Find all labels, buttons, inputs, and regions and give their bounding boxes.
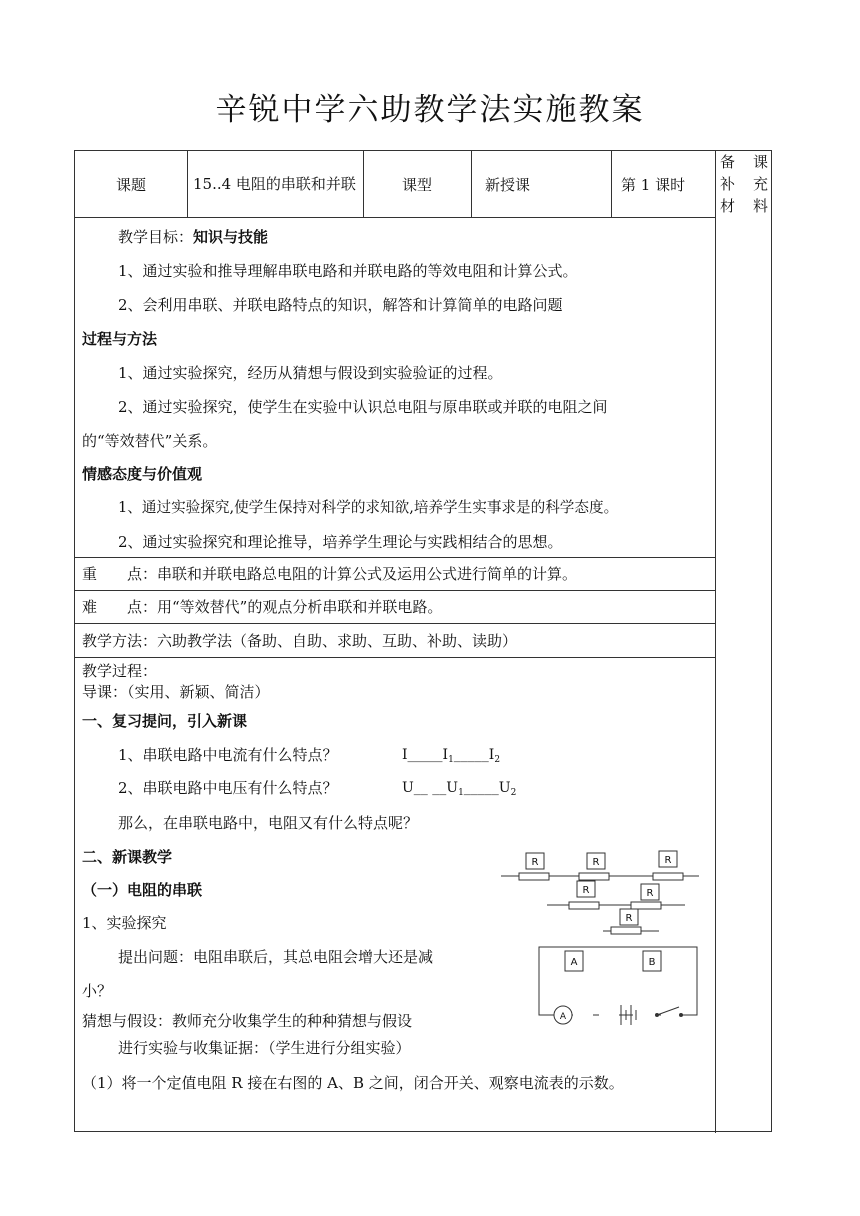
- col-divider: [611, 151, 612, 217]
- row-divider: [75, 217, 715, 218]
- step1: 1、实验探究: [82, 914, 167, 932]
- objective-item: 1、通过实验探究,使学生保持对科学的求知欲,培养学生实事求是的科学态度。: [118, 499, 619, 516]
- objectives-sec2-title: 过程与方法: [82, 330, 158, 348]
- key-point: 重 点：串联和并联电路总电阻的计算公式及运用公式进行简单的计算。: [82, 565, 578, 583]
- part2-title: 二、新课教学: [82, 848, 173, 866]
- topic-value: 15..4 电阻的串联和并联: [193, 175, 356, 193]
- series-resistors-diagram: [499, 843, 703, 943]
- question-a: 提出问题：电阻串联后，其总电阻会增大还是减: [118, 948, 434, 966]
- objective-item: 2、通过实验探究和理论推导，培养学生理论与实践相结合的思想。: [118, 533, 563, 551]
- row-divider: [75, 623, 715, 624]
- objectives-block: [118, 227, 268, 247]
- row-divider: [75, 590, 715, 591]
- notes-label: 备 课 补 充 材料: [720, 153, 768, 215]
- resistor-label: R: [625, 913, 633, 924]
- difficulty: 难 点：用“等效替代”的观点分析串联和并联电路。: [82, 598, 443, 616]
- process-intro: 导课：（实用、新颖、简洁）: [82, 683, 270, 701]
- resistor-label: R: [531, 857, 539, 868]
- question-voltage: 2、串联电路中电压有什么特点？: [118, 779, 338, 797]
- voltage-formula: U__ $\_\_U_1\_\_\_\_\_U_2$: [402, 780, 517, 798]
- lesson-plan-table: [74, 150, 772, 1132]
- sub1-title: （一）电阻的串联: [82, 881, 203, 899]
- col-divider: [187, 151, 188, 217]
- document-title: 辛锐中学六助教学法实施教案: [215, 92, 645, 128]
- row-divider: [75, 657, 715, 658]
- resistor-label: R: [646, 888, 654, 899]
- type-value: 新授课: [485, 175, 531, 194]
- test-circuit-diagram: [533, 943, 705, 1035]
- topic-label: 课题: [115, 175, 146, 194]
- ammeter-icon: A: [559, 1012, 567, 1022]
- col-divider: [471, 151, 472, 217]
- teaching-method: 教学方法：六助教学法（备助、自助、求助、互助、补助、读助）: [82, 632, 518, 650]
- objective-item: 2、会利用串联、并联电路特点的知识，解答和计算简单的电路问题: [118, 296, 563, 314]
- objectives-intro: 教学目标：: [118, 228, 194, 246]
- question-current: 1、串联电路中电流有什么特点？: [118, 746, 338, 764]
- resistor-label: R: [582, 885, 590, 896]
- experiment-step-1: （1）将一个定值电阻 R 接在右图的 A、B 之间，闭合开关、观察电流表的示数。: [82, 1074, 624, 1092]
- objective-item: 2、通过实验探究，使学生在实验中认识总电阻与原串联或并联的电阻之间: [118, 398, 608, 416]
- process-heading: 教学过程：: [82, 662, 158, 680]
- objective-item: 的“等效替代”关系。: [82, 432, 218, 450]
- question-b: 小？: [82, 982, 113, 1000]
- resistor-label: R: [592, 857, 600, 868]
- question-resistance: 那么，在串联电路中，电阻又有什么特点呢？: [118, 814, 419, 832]
- objectives-sec3-title: 情感态度与价值观: [82, 465, 203, 483]
- current-formula: $I\_\_\_\_\_I_1\_\_\_\_\_I_2$: [402, 747, 501, 765]
- point-a-label: A: [570, 957, 578, 968]
- objectives-sec1-title: 知识与技能: [193, 228, 269, 246]
- point-b-label: B: [648, 957, 656, 968]
- part1-title: 一、复习提问，引入新课: [82, 712, 248, 730]
- type-label: 课型: [401, 175, 432, 194]
- row-divider: [75, 557, 715, 558]
- objective-item: 1、通过实验和推导理解串联电路和并联电路的等效电阻和计算公式。: [118, 262, 578, 280]
- resistor-label: R: [664, 855, 672, 866]
- period: 第 1 课时: [621, 175, 686, 194]
- evidence: 进行实验与收集证据：（学生进行分组实验）: [118, 1039, 411, 1057]
- objective-item: 1、通过实验探究，经历从猜想与假设到实验验证的过程。: [118, 364, 503, 382]
- notes-col-divider: [715, 151, 716, 1133]
- hypothesis: 猜想与假设：教师充分收集学生的种种猜想与假设: [82, 1012, 413, 1030]
